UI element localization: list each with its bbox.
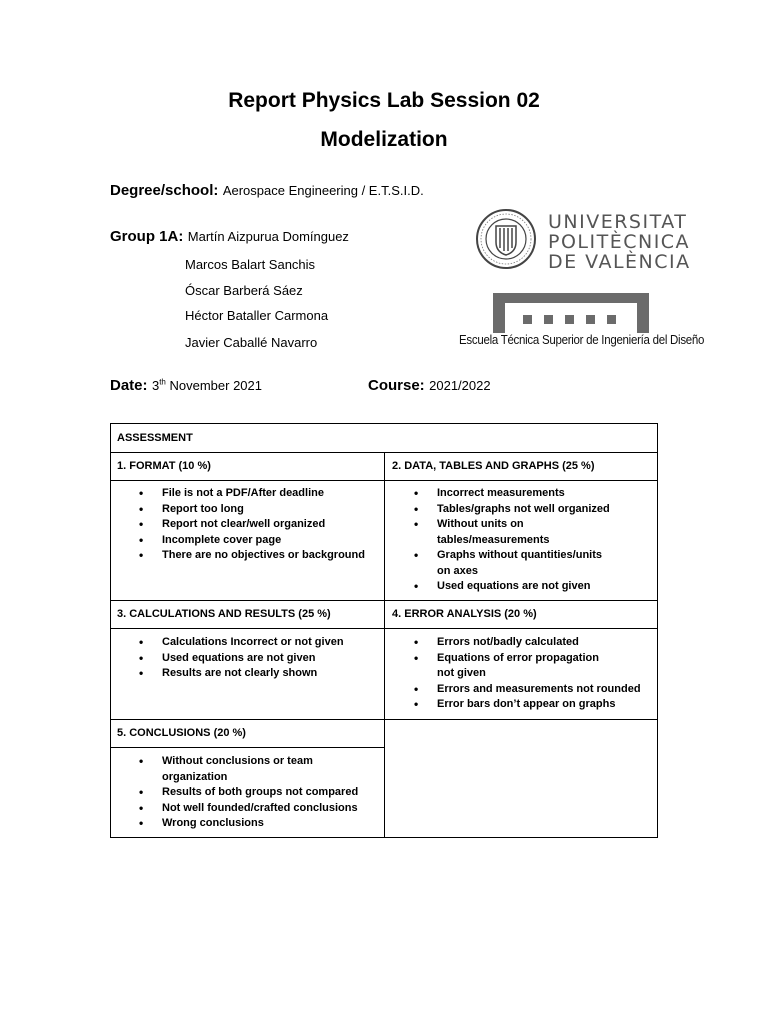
criteria-item: • Errors and measurements not rounded [385, 682, 657, 698]
upv-line: POLITÈCNICA [548, 231, 691, 253]
criteria-item: • There are no objectives or background [110, 548, 382, 564]
criteria-item: • Report not clear/well organized [110, 517, 382, 533]
criteria-item: • Without units on tables/measurements [385, 517, 577, 548]
date-rest: November 2021 [165, 378, 262, 393]
group-member: Marcos Balart Sanchis [185, 257, 316, 272]
upv-wordmark [548, 212, 691, 272]
date-suffix: th [159, 377, 166, 387]
criteria-item: • Report too long [110, 502, 382, 518]
criteria-item: • Without conclusions or team organization [110, 754, 327, 785]
criteria-item: • Results of both groups not compared [110, 785, 382, 801]
format-criteria-list [110, 486, 382, 564]
criteria-item: • Used equations are not given [385, 579, 657, 595]
criteria-item: • Used equations are not given [110, 651, 382, 667]
date-label: Date: [110, 377, 148, 394]
degree-label: Degree/school: [110, 182, 219, 199]
degree-value: Aerospace Engineering / E.T.S.I.D. [222, 183, 424, 198]
criteria-item: • Equations of error propagation not given [385, 651, 607, 682]
criteria-item: • File is not a PDF/After deadline [110, 486, 382, 502]
group-member: Óscar Barberá Sáez [185, 283, 303, 298]
upv-seal-logo [474, 208, 538, 270]
criteria-item: • Graphs without quantities/units on axes [385, 548, 602, 579]
etsid-building-logo [493, 293, 649, 333]
criteria-item: • Incomplete cover page [110, 533, 382, 549]
error-criteria-list [385, 635, 657, 713]
criteria-item: • Not well founded/crafted conclusions [110, 801, 382, 817]
criteria-item: • Calculations Incorrect or not given [110, 635, 382, 651]
group-member: Martín Aizpurua Domínguez [187, 229, 349, 244]
etsid-caption: Escuela Técnica Superior de Ingeniería del Diseño [459, 333, 705, 347]
report-title: Report Physics Lab Session 02 [228, 89, 540, 112]
section-title-format: 1. FORMAT (10 %) [117, 460, 211, 472]
section-title-calculations: 3. CALCULATIONS AND RESULTS (25 %) [117, 608, 331, 620]
section-title-conclusions: 5. CONCLUSIONS (20 %) [117, 727, 246, 739]
course-label: Course: [368, 377, 425, 394]
criteria-item: • Incorrect measurements [385, 486, 657, 502]
degree-row [110, 182, 424, 200]
criteria-item: • Errors not/badly calculated [385, 635, 657, 651]
date-row [110, 377, 262, 395]
assessment-header: ASSESSMENT [117, 432, 193, 444]
group-member: Héctor Bataller Carmona [185, 308, 329, 323]
report-subtitle: Modelization [320, 128, 448, 151]
upv-line: DE VALÈNCIA [548, 251, 691, 273]
course-row [368, 377, 491, 395]
date-value [152, 378, 262, 393]
data-criteria-list [385, 486, 657, 595]
criteria-item: • Results are not clearly shown [110, 666, 382, 682]
criteria-item: • Error bars don’t appear on graphs [385, 697, 657, 713]
upv-line: UNIVERSITAT [548, 211, 688, 233]
group-member: Javier Caballé Navarro [185, 335, 318, 350]
course-value: 2021/2022 [429, 378, 491, 393]
criteria-item: • Wrong conclusions [110, 816, 382, 832]
section-title-error: 4. ERROR ANALYSIS (20 %) [392, 608, 537, 620]
conclusions-criteria-list [110, 754, 382, 832]
calculations-criteria-list [110, 635, 382, 682]
assessment-table [110, 423, 658, 838]
criteria-item: • Tables/graphs not well organized [385, 502, 657, 518]
group-row [110, 228, 349, 246]
section-title-data: 2. DATA, TABLES AND GRAPHS (25 %) [392, 460, 595, 472]
date-day: 3 [151, 378, 160, 393]
group-label: Group 1A: [110, 228, 184, 245]
